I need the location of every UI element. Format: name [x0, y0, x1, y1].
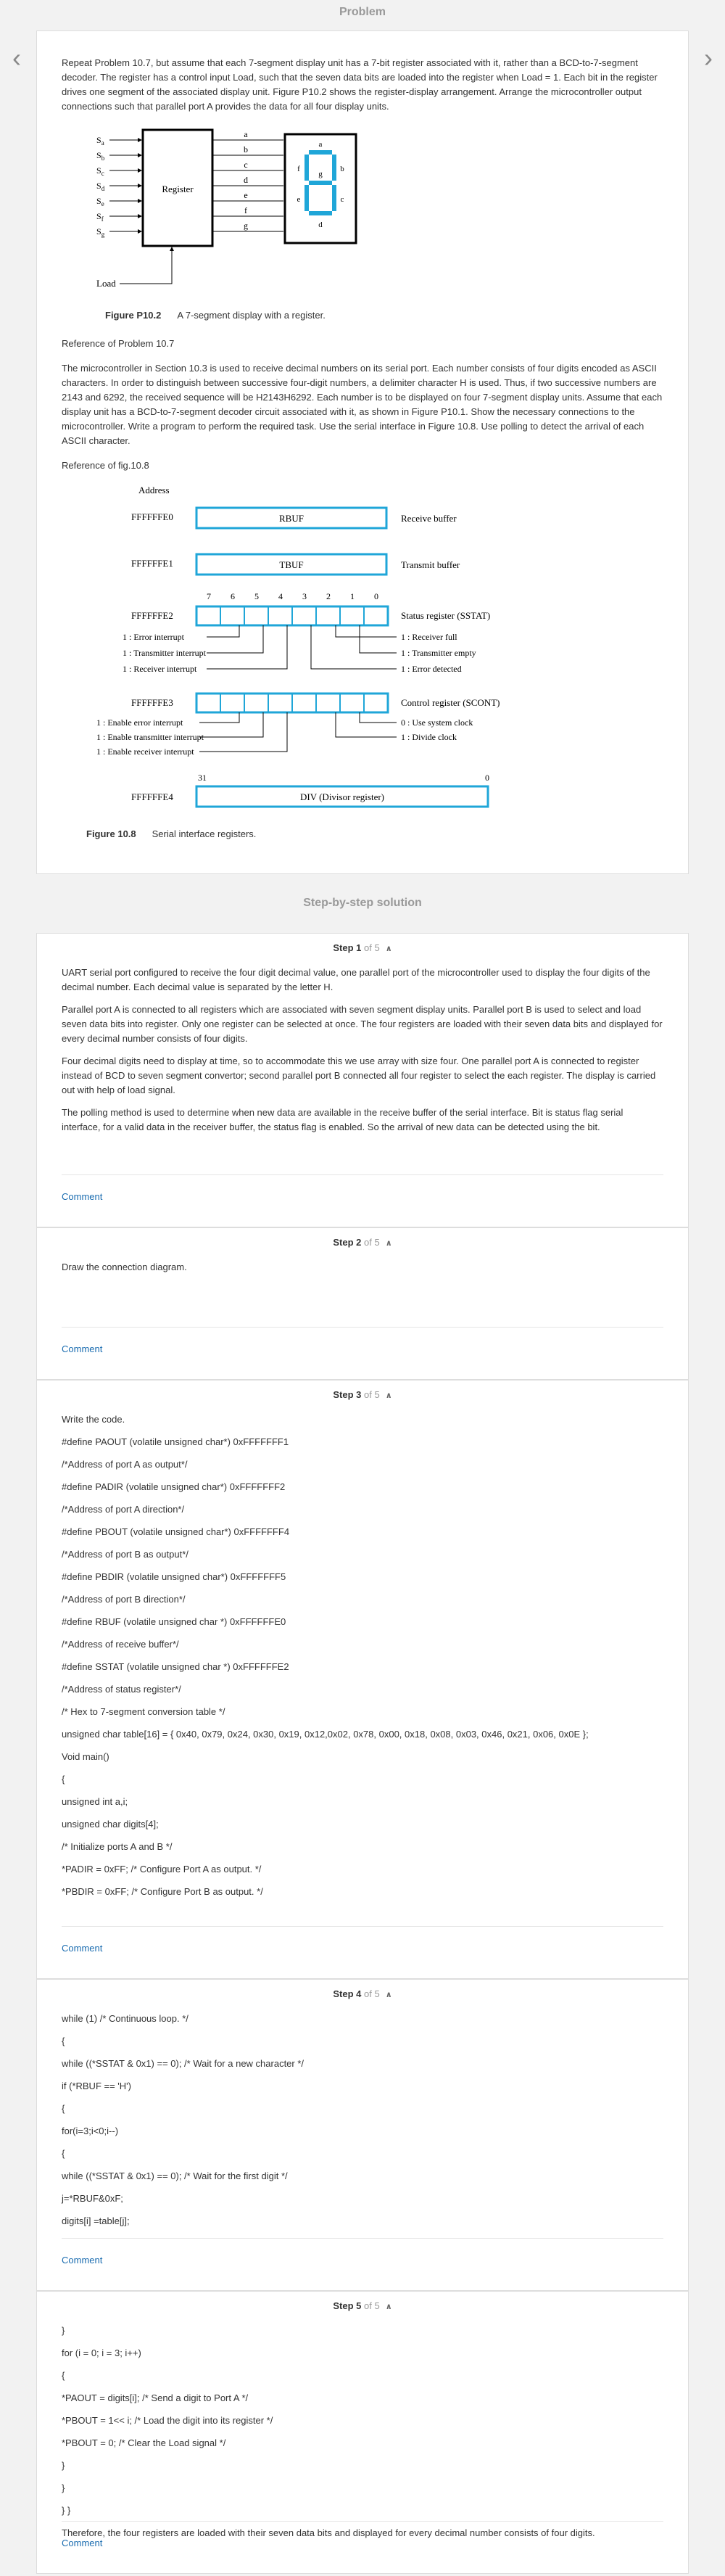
tbuf-register-label: TBUF: [279, 559, 304, 570]
step-line: *PBDIR = 0xFF; /* Configure Port B as output. */: [62, 1886, 263, 1897]
step-line: Draw the connection diagram.: [62, 1262, 187, 1272]
address-div: FFFFFFE4: [131, 791, 173, 802]
bit-number: 3: [302, 591, 307, 601]
step-line: while ((*SSTAT & 0x1) == 0); /* Wait for the first digit */: [62, 2170, 288, 2181]
bit-number: 6: [231, 591, 235, 601]
chevron-up-icon[interactable]: ∧: [385, 2303, 392, 2311]
scont-right-0: 0 : Use system clock: [401, 717, 473, 728]
load-line: [120, 246, 172, 284]
step-line: /*Address of port B as output*/: [62, 1549, 188, 1560]
div-bit-low: 0: [485, 773, 489, 783]
register-label: Register: [162, 184, 194, 194]
step-header[interactable]: [37, 1380, 688, 1410]
step-line: #define PBDIR (volatile unsigned char*) 0xFFFFFFF5: [62, 1571, 286, 1582]
solution-section-title: Step-by-step solution: [303, 897, 422, 909]
step-line: Write the code.: [62, 1414, 125, 1425]
step-footer: [62, 1926, 663, 1978]
div-register-label: DIV (Divisor register): [299, 791, 385, 802]
comment-link[interactable]: Comment: [62, 2538, 103, 2548]
segment-label: e: [297, 195, 301, 204]
sstat-right-2: 1 : Error detected: [401, 664, 462, 674]
sstat-wires: [207, 625, 397, 669]
segment-g: [309, 181, 332, 185]
step-line: j=*RBUF&0xF;: [62, 2193, 123, 2204]
step-header[interactable]: [37, 2292, 688, 2321]
segment-label: g: [318, 170, 323, 178]
step-line: *PBOUT = 1<< i; /* Load the digit into its register */: [62, 2415, 273, 2426]
step-card-3: [36, 1380, 689, 1979]
step-body: [37, 1257, 688, 1275]
bit-number: 7: [207, 591, 211, 601]
rbuf-register-label: RBUF: [279, 513, 304, 524]
step-line: unsigned char digits[4];: [62, 1819, 159, 1830]
chevron-up-icon[interactable]: ∧: [385, 1391, 392, 1400]
step-line: /* Initialize ports A and B */: [62, 1841, 173, 1852]
chevron-up-icon[interactable]: ∧: [385, 945, 392, 953]
address-tbuf: FFFFFFE1: [131, 558, 173, 569]
step-paragraph: UART serial port configured to receive the four digit decimal value, one parallel port of the microcontroller used to display the four digits of the decimal number. Each decimal value is separated by the letter H.: [62, 967, 650, 992]
input-label: $S_f$: [96, 211, 104, 223]
step-paragraph: The polling method is used to determine when new data are available in the receive buffer of the serial interface. Bit is status flag serial interface, for a valid data in the receiver buffer, the status flag is enabled. So the arrival of new data can be detected using the bit.: [62, 1107, 624, 1132]
step-line: Void main(): [62, 1751, 109, 1762]
segment-label: f: [297, 165, 300, 173]
comment-link[interactable]: Comment: [62, 1343, 103, 1354]
step-line: #define PADIR (volatile unsigned char*) 0xFFFFFFF2: [62, 1481, 286, 1492]
step-line: {: [62, 2148, 65, 2159]
segment-c: [332, 185, 336, 211]
step-header[interactable]: [37, 1228, 688, 1257]
sstat-register-cells: [196, 606, 388, 625]
segment-label: a: [318, 140, 323, 149]
input-label: $S_d$: [96, 181, 105, 192]
register-outputs: [212, 129, 283, 231]
step-line: {: [62, 2103, 65, 2114]
segment-a: [309, 150, 332, 155]
bit-number: 4: [278, 591, 283, 601]
step-line: unsigned int a,i;: [62, 1796, 128, 1807]
step-line: {: [62, 2370, 65, 2381]
problem-section-title: Problem: [339, 6, 386, 18]
step-paragraph: Parallel port A is connected to all registers which are associated with seven segment display units. Parallel port B is used to select and load seven data bits into register. Only one register can be selected at once. The four registers are loaded with their seven data bits and displayed for every decimal number consists of four digits.: [62, 1004, 663, 1044]
output-label: b: [244, 144, 248, 155]
step-footer: [62, 1327, 663, 1379]
step-line: digits[i] =table[j];: [62, 2215, 130, 2226]
step-line: for(i=3;i<0;i--): [62, 2126, 119, 2136]
address-rbuf: FFFFFFE0: [131, 511, 173, 522]
bit-number: 0: [374, 591, 378, 601]
step-count: of 5: [364, 1237, 380, 1248]
step-line: #define RBUF (volatile unsigned char *) 0xFFFFFFE0: [62, 1616, 286, 1627]
step-line: #define SSTAT (volatile unsigned char *) 0xFFFFFFE2: [62, 1661, 289, 1672]
reference-statement: The microcontroller in Section 10.3 is used to receive decimal numbers on its serial port. Each number consists of four digits encoded as ASCII characters. In order to distinguish between successive four-digit numbers, a delimiter character H is used. Thus, if two successive numbers are 2143 and 6292, the received sequence will be H2143H6292. Each number is to be displayed on four 7-segment display units. Assume that each display unit has a BCD-to-7-segment decoder circuit associated with it, as shown in Figure P10.1. Show the necessary connections to the microcontroller. Write a program to perform the required task. Use the serial interface in Figure 10.8. Use polling to detect the arrival of each ASCII character.: [62, 363, 663, 446]
figure-10-8-caption: [86, 828, 663, 839]
step-line: /*Address of port A direction*/: [62, 1504, 185, 1515]
sstat-left-1: 1 : Transmitter interrupt: [123, 648, 206, 658]
step-body: [37, 2321, 688, 2540]
step-line: while ((*SSTAT & 0x1) == 0); /* Wait for a new character */: [62, 2058, 304, 2069]
input-label: $S_c$: [96, 165, 104, 177]
scont-left-1: 1 : Enable transmitter interrupt: [96, 732, 204, 742]
step-line: {: [62, 2036, 65, 2046]
step-card-4: [36, 1979, 689, 2291]
step-card-1: [36, 933, 689, 1227]
chevron-up-icon[interactable]: ∧: [385, 1991, 392, 1999]
figure-p10-2-text: A 7-segment display with a register.: [177, 310, 326, 321]
address-sstat: FFFFFFE2: [131, 610, 173, 621]
segment-label: d: [318, 221, 323, 229]
figure-10-8-number: Figure 10.8: [86, 828, 136, 839]
step-body: [37, 2009, 688, 2229]
step-line: if (*RBUF == 'H'): [62, 2081, 131, 2091]
step-line: } }: [62, 2505, 71, 2516]
step-count: of 5: [364, 942, 380, 953]
step-count: of 5: [364, 1389, 380, 1400]
previous-arrow-icon[interactable]: ‹: [12, 43, 21, 73]
scont-left-2: 1 : Enable receiver interrupt: [96, 746, 194, 757]
rbuf-description: Receive buffer: [401, 513, 457, 524]
sstat-right-0: 1 : Receiver full: [401, 632, 457, 642]
figure-p10-2: [62, 124, 665, 305]
step-line: #define PBOUT (volatile unsigned char*) 0xFFFFFFF4: [62, 1526, 290, 1537]
reference-title: Reference of Problem 10.7: [62, 338, 175, 349]
segment-label: c: [340, 195, 344, 204]
step-line: *PBOUT = 0; /* Clear the Load signal */: [62, 2437, 226, 2448]
step-line: {: [62, 1774, 65, 1785]
output-label: e: [244, 190, 248, 200]
step-line: }: [62, 2482, 65, 2493]
step-line: /*Address of receive buffer*/: [62, 1639, 179, 1650]
input-label: $S_g$: [96, 226, 105, 238]
step-label: Step 1: [333, 942, 362, 953]
div-bit-high: 31: [198, 773, 207, 783]
sstat-left-2: 1 : Receiver interrupt: [123, 664, 197, 674]
sstat-left-0: 1 : Error interrupt: [123, 632, 184, 642]
figure-p10-2-number: Figure P10.2: [105, 310, 162, 321]
segment-e: [304, 185, 309, 211]
output-label: d: [244, 175, 248, 185]
input-label: $S_a$: [96, 135, 104, 147]
step-paragraph: Four decimal digits need to display at time, so to accommodate this we use array with size four. One parallel port A is connected to register instead of BCD to seven segment convertor; second parallel port B connected all four register to select the each register. The display is carried out with help of load signal.: [62, 1055, 656, 1095]
step-header[interactable]: [37, 934, 688, 963]
step-footer: [62, 1174, 663, 1227]
bit-numbers: [207, 591, 378, 601]
comment-link[interactable]: Comment: [62, 1191, 103, 1202]
step-line: /*Address of port A as output*/: [62, 1459, 188, 1470]
step-count: of 5: [364, 2300, 380, 2311]
chevron-up-icon[interactable]: ∧: [385, 1239, 392, 1248]
sstat-description: Status register (SSTAT): [401, 610, 491, 621]
figure-10-8: [62, 483, 665, 824]
bit-number: 2: [326, 591, 331, 601]
output-label: c: [244, 160, 248, 170]
tbuf-description: Transmit buffer: [401, 559, 460, 570]
step-line: *PADIR = 0xFF; /* Configure Port A as output. */: [62, 1864, 262, 1875]
step-line: while (1) /* Continuous loop. */: [62, 2013, 188, 2024]
problem-statement: Repeat Problem 10.7, but assume that each 7-segment display unit has a 7-bit register associated with it, rather than a BCD-to-7-segment decoder. The register has a control input Load, such that the seven data bits are loaded into the register when Load = 1. Each bit in the register drives one segment of the associated display unit. Figure P10.2 shows the register-display arrangement. Arrange the microcontroller output connections such that parallel port A provides the data for all four display units.: [62, 57, 658, 112]
output-label: f: [244, 205, 247, 215]
segment-b: [332, 155, 336, 181]
step-line: unsigned char table[16] = { 0x40, 0x79, 0x24, 0x30, 0x19, 0x12,0x02, 0x78, 0x00, 0x18, 0x08, 0x03, 0x46, 0x21, 0x06, 0x0E };: [62, 1729, 589, 1740]
figure-p10-2-caption: [105, 310, 663, 321]
step-header[interactable]: [37, 1980, 688, 2009]
step-line: Therefore, the four registers are loaded with their seven data bits and displayed for every decimal number consists of four digits.: [62, 2527, 595, 2538]
step-line: /*Address of port B direction*/: [62, 1594, 186, 1605]
figure-10-8-text: Serial interface registers.: [152, 828, 257, 839]
step-label: Step 3: [333, 1389, 362, 1400]
comment-link[interactable]: Comment: [62, 1943, 103, 1954]
scont-register-cells: [196, 694, 388, 712]
step-label: Step 4: [333, 1988, 362, 1999]
step-label: Step 2: [333, 1237, 362, 1248]
segment-d: [309, 211, 332, 215]
sstat-right-1: 1 : Transmitter empty: [401, 648, 476, 658]
scont-description: Control register (SCONT): [401, 697, 500, 708]
problem-card: [36, 30, 689, 874]
step-line: *PAOUT = digits[i]; /* Send a digit to Port A */: [62, 2392, 249, 2403]
scont-right-1: 1 : Divide clock: [401, 732, 457, 742]
step-body: [37, 1410, 688, 1899]
output-label: a: [244, 129, 248, 139]
step-card-2: [36, 1227, 689, 1380]
address-header: Address: [138, 485, 170, 495]
step-count: of 5: [364, 1988, 380, 1999]
segment-f: [304, 155, 309, 181]
input-label: $S_e$: [96, 196, 104, 207]
step-line: #define PAOUT (volatile unsigned char*) 0xFFFFFFF1: [62, 1436, 289, 1447]
register-inputs: [96, 135, 141, 238]
bit-number: 1: [350, 591, 355, 601]
scont-left-0: 1 : Enable error interrupt: [96, 717, 183, 728]
step-line: /*Address of status register*/: [62, 1684, 181, 1695]
step-body: [37, 963, 688, 1135]
input-label: $S_b$: [96, 150, 105, 162]
bit-number: 5: [254, 591, 259, 601]
next-arrow-icon[interactable]: ›: [704, 43, 713, 73]
step-line: for (i = 0; i = 3; i++): [62, 2347, 141, 2358]
step-label: Step 5: [333, 2300, 362, 2311]
step-card-5: [36, 2291, 689, 2574]
step-line: /* Hex to 7-segment conversion table */: [62, 1706, 225, 1717]
output-label: g: [244, 221, 248, 231]
reference-figure-label: Reference of fig.10.8: [62, 460, 149, 471]
address-scont: FFFFFFE3: [131, 697, 173, 708]
scont-wires: [199, 712, 397, 752]
segment-label: b: [340, 165, 344, 173]
step-footer: [62, 2521, 663, 2573]
comment-link[interactable]: Comment: [62, 2255, 103, 2266]
load-label: Load: [96, 278, 116, 289]
step-line: }: [62, 2325, 65, 2336]
step-footer: [62, 2238, 663, 2290]
step-line: }: [62, 2460, 65, 2471]
